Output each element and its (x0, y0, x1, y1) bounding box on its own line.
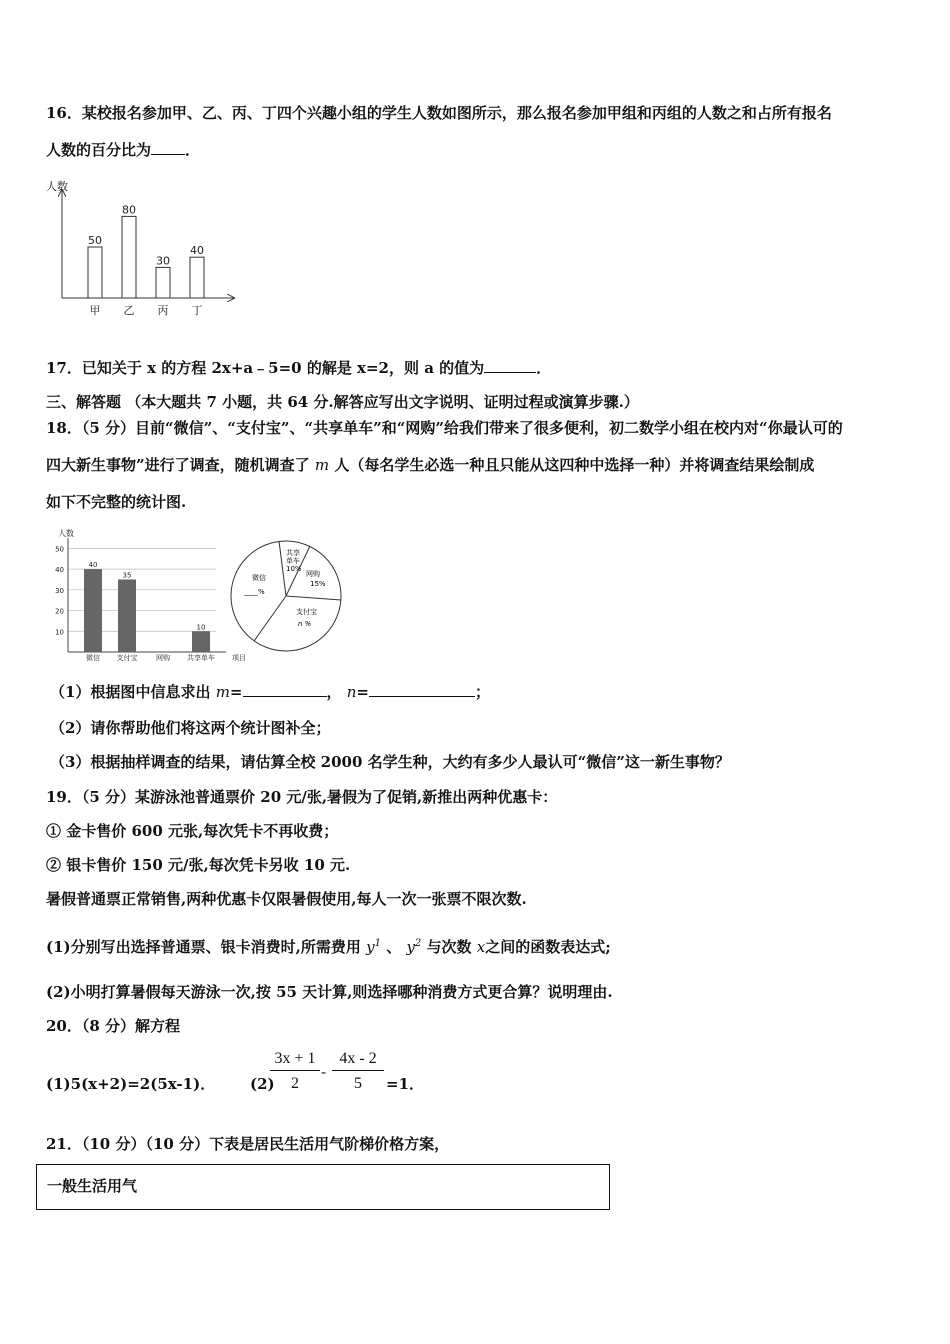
q19-y1 (366, 938, 381, 956)
q18-y-tick-label: 10 (55, 628, 64, 637)
q20-fraction-1 (270, 1050, 320, 1093)
q19-sub1-b: 与次数 (426, 938, 472, 956)
q19-sub1-c: 之间的函数表达式; (485, 938, 611, 956)
q18-category-label: 网购 (156, 654, 170, 662)
q16-line2-suffix: ． (185, 141, 201, 159)
q18-bar-value-label: 35 (122, 571, 132, 580)
q19-y2-base: y (406, 938, 415, 956)
q18-line2-a: 四大新生事物”进行了调查，随机调查了 (46, 456, 310, 474)
pie-label-shop-1: 网购 (306, 570, 320, 578)
q19-line3: ② 银卡售价 150 元/张,每次凭卡另收 10 元. (46, 856, 351, 874)
q18-line2-b: 人（每名学生必选一种且只能从这四种中选择一种）并将调查结果绘制成 (334, 456, 815, 474)
q17-prefix: 17．已知关于 x 的方程 2x+a﹣5=0 的解是 x=2，则 a 的值为 (46, 359, 485, 377)
pie-label-shop-2: 15% (310, 580, 326, 588)
q18-sub1-m: m (215, 683, 230, 701)
q16-line2 (46, 140, 200, 160)
q16-answer-blank (151, 140, 185, 155)
q18-line3: 如下不完整的统计图. (46, 493, 187, 511)
q20-frac2-den: 5 (354, 1075, 362, 1092)
q16-bar-value-label: 50 (88, 234, 102, 247)
q19-sub2: (2)小明打算暑假每天游泳一次,按 55 天计算,则选择哪种消费方式更合算？说明理由. (46, 983, 613, 1001)
q16-line2-prefix: 人数的百分比为 (46, 141, 152, 159)
q18-category-label: 共享单车 (187, 654, 215, 662)
q18-sub1-comma: ， (326, 683, 342, 701)
pie-label-bike-3: 10% (286, 565, 302, 573)
q19-sep: 、 (386, 938, 402, 956)
q16-bar-丁 (190, 257, 204, 298)
q19-x: x (476, 938, 486, 956)
q16-bar-value-label: 80 (122, 203, 136, 217)
section3-heading: 三、解答题 （本大题共 7 小题，共 64 分.解答应写出文字说明、证明过程或演算步骤.） (46, 393, 639, 411)
q17-answer-blank (484, 358, 536, 373)
q18-line1: 18．（5 分）目前“微信”、“支付宝”、“共享单车”和“网购”给我们带来了很多便利，初二数学小组在校内对“你最认可的 (46, 419, 843, 437)
q17-line (46, 358, 551, 378)
q18-sub1-prefix: （1）根据图中信息求出 (50, 683, 211, 701)
q18-category-label: 支付宝 (116, 654, 138, 662)
pie-label-pay-1: 支付宝 (296, 608, 317, 616)
pie-label-bike-2: 单车 (286, 557, 300, 565)
q16-y-label: 人数 (46, 180, 68, 193)
q18-y-tick-label: 30 (55, 586, 64, 595)
q20-minus: - (321, 1063, 327, 1081)
q16-category-label: 丙 (157, 304, 169, 317)
q18-n-blank (369, 682, 475, 697)
q18-bar-支付宝 (118, 579, 136, 652)
q16-bar-chart (40, 176, 250, 322)
q19-line4: 暑假普通票正常销售,两种优惠卡仅限暑假使用,每人一次一张票不限次数. (46, 890, 527, 908)
q19-y1-sub: 1 (374, 938, 381, 949)
q18-sub1-end: ； (475, 683, 491, 701)
pie-label-wx-1: 微信 (252, 574, 266, 582)
q18-category-label: 微信 (86, 654, 100, 662)
q18-line2 (46, 455, 814, 475)
q16-category-label: 丁 (191, 304, 203, 317)
q19-line2: ① 金卡售价 600 元张,每次凭卡不再收费； (46, 822, 339, 840)
pie-label-wx-2: ____% (244, 588, 265, 596)
q16-bar-甲 (88, 247, 102, 298)
q16-bar-乙 (122, 216, 136, 298)
q18-x-label: 项目 (232, 654, 246, 662)
q20-frac1-den: 2 (291, 1075, 299, 1092)
q20-frac2-num: 4x - 2 (332, 1050, 384, 1071)
q16-category-label: 乙 (123, 304, 135, 317)
q18-y-tick-label: 20 (55, 607, 64, 616)
q20-eq2-label: (2) (250, 1075, 275, 1093)
q19-sub1 (46, 934, 611, 957)
q20-frac1-num: 3x + 1 (270, 1050, 320, 1071)
q18-var-m: m (314, 456, 330, 474)
q18-bar-chart (46, 524, 252, 664)
q19-sub1-a: (1)分别写出选择普通票、银卡消费时,所需费用 (46, 938, 361, 956)
q21-title: 21．（10 分）（10 分）下表是居民生活用气阶梯价格方案， (46, 1135, 450, 1153)
pie-label-pay-2: n % (298, 620, 312, 628)
q18-m-blank (243, 682, 327, 697)
q21-price-table (36, 1164, 610, 1210)
q16-category-label: 甲 (89, 304, 101, 317)
q18-bar-value-label: 40 (88, 561, 98, 570)
q19-y2 (406, 938, 421, 956)
q18-sub2: （2）请你帮助他们将这两个统计图补全； (50, 719, 331, 737)
q16-bar-value-label: 30 (156, 254, 170, 268)
q21-table-cell: 一般生活用气 (47, 1177, 138, 1195)
q18-pie-chart (226, 536, 350, 658)
q16-bar-value-label: 40 (190, 244, 204, 258)
q18-sub1-eq2: = (356, 683, 369, 701)
q17-suffix: ． (536, 359, 552, 377)
q16-bar-丙 (156, 267, 170, 298)
q19-y2-sub: 2 (414, 938, 422, 949)
q19-line1: 19．（5 分）某游泳池普通票价 20 元/张,暑假为了促销,新推出两种优惠卡： (46, 788, 558, 806)
q19-y1-base: y (366, 938, 375, 956)
q18-bar-共享单车 (192, 631, 210, 652)
pie-label-bike-1: 共享 (286, 549, 300, 557)
q18-y-label: 人数 (58, 529, 74, 538)
q20-eq1: (1)5(x+2)=2(5x-1)． (46, 1075, 216, 1093)
q20-fraction-2 (332, 1050, 384, 1093)
q18-sub1-eq1: = (229, 683, 243, 701)
q20-eq2-rhs: =1． (386, 1075, 425, 1093)
q18-bar-value-label: 10 (196, 623, 206, 632)
q18-sub1-n: n (346, 683, 357, 701)
q18-y-tick-label: 50 (55, 545, 64, 554)
q20-title: 20．（8 分）解方程 (46, 1017, 181, 1035)
q16-line1: 16．某校报名参加甲、乙、丙、丁四个兴趣小组的学生人数如图所示，那么报名参加甲组和丙组的人数之和占所有报名 (46, 104, 832, 122)
q18-y-tick-label: 40 (55, 566, 64, 575)
q18-sub1 (50, 682, 490, 702)
q18-bar-微信 (84, 569, 102, 652)
q18-sub3: （3）根据抽样调查的结果，请估算全校 2000 名学生种，大约有多少人最认可“微信”这一新生事物？ (50, 753, 730, 771)
